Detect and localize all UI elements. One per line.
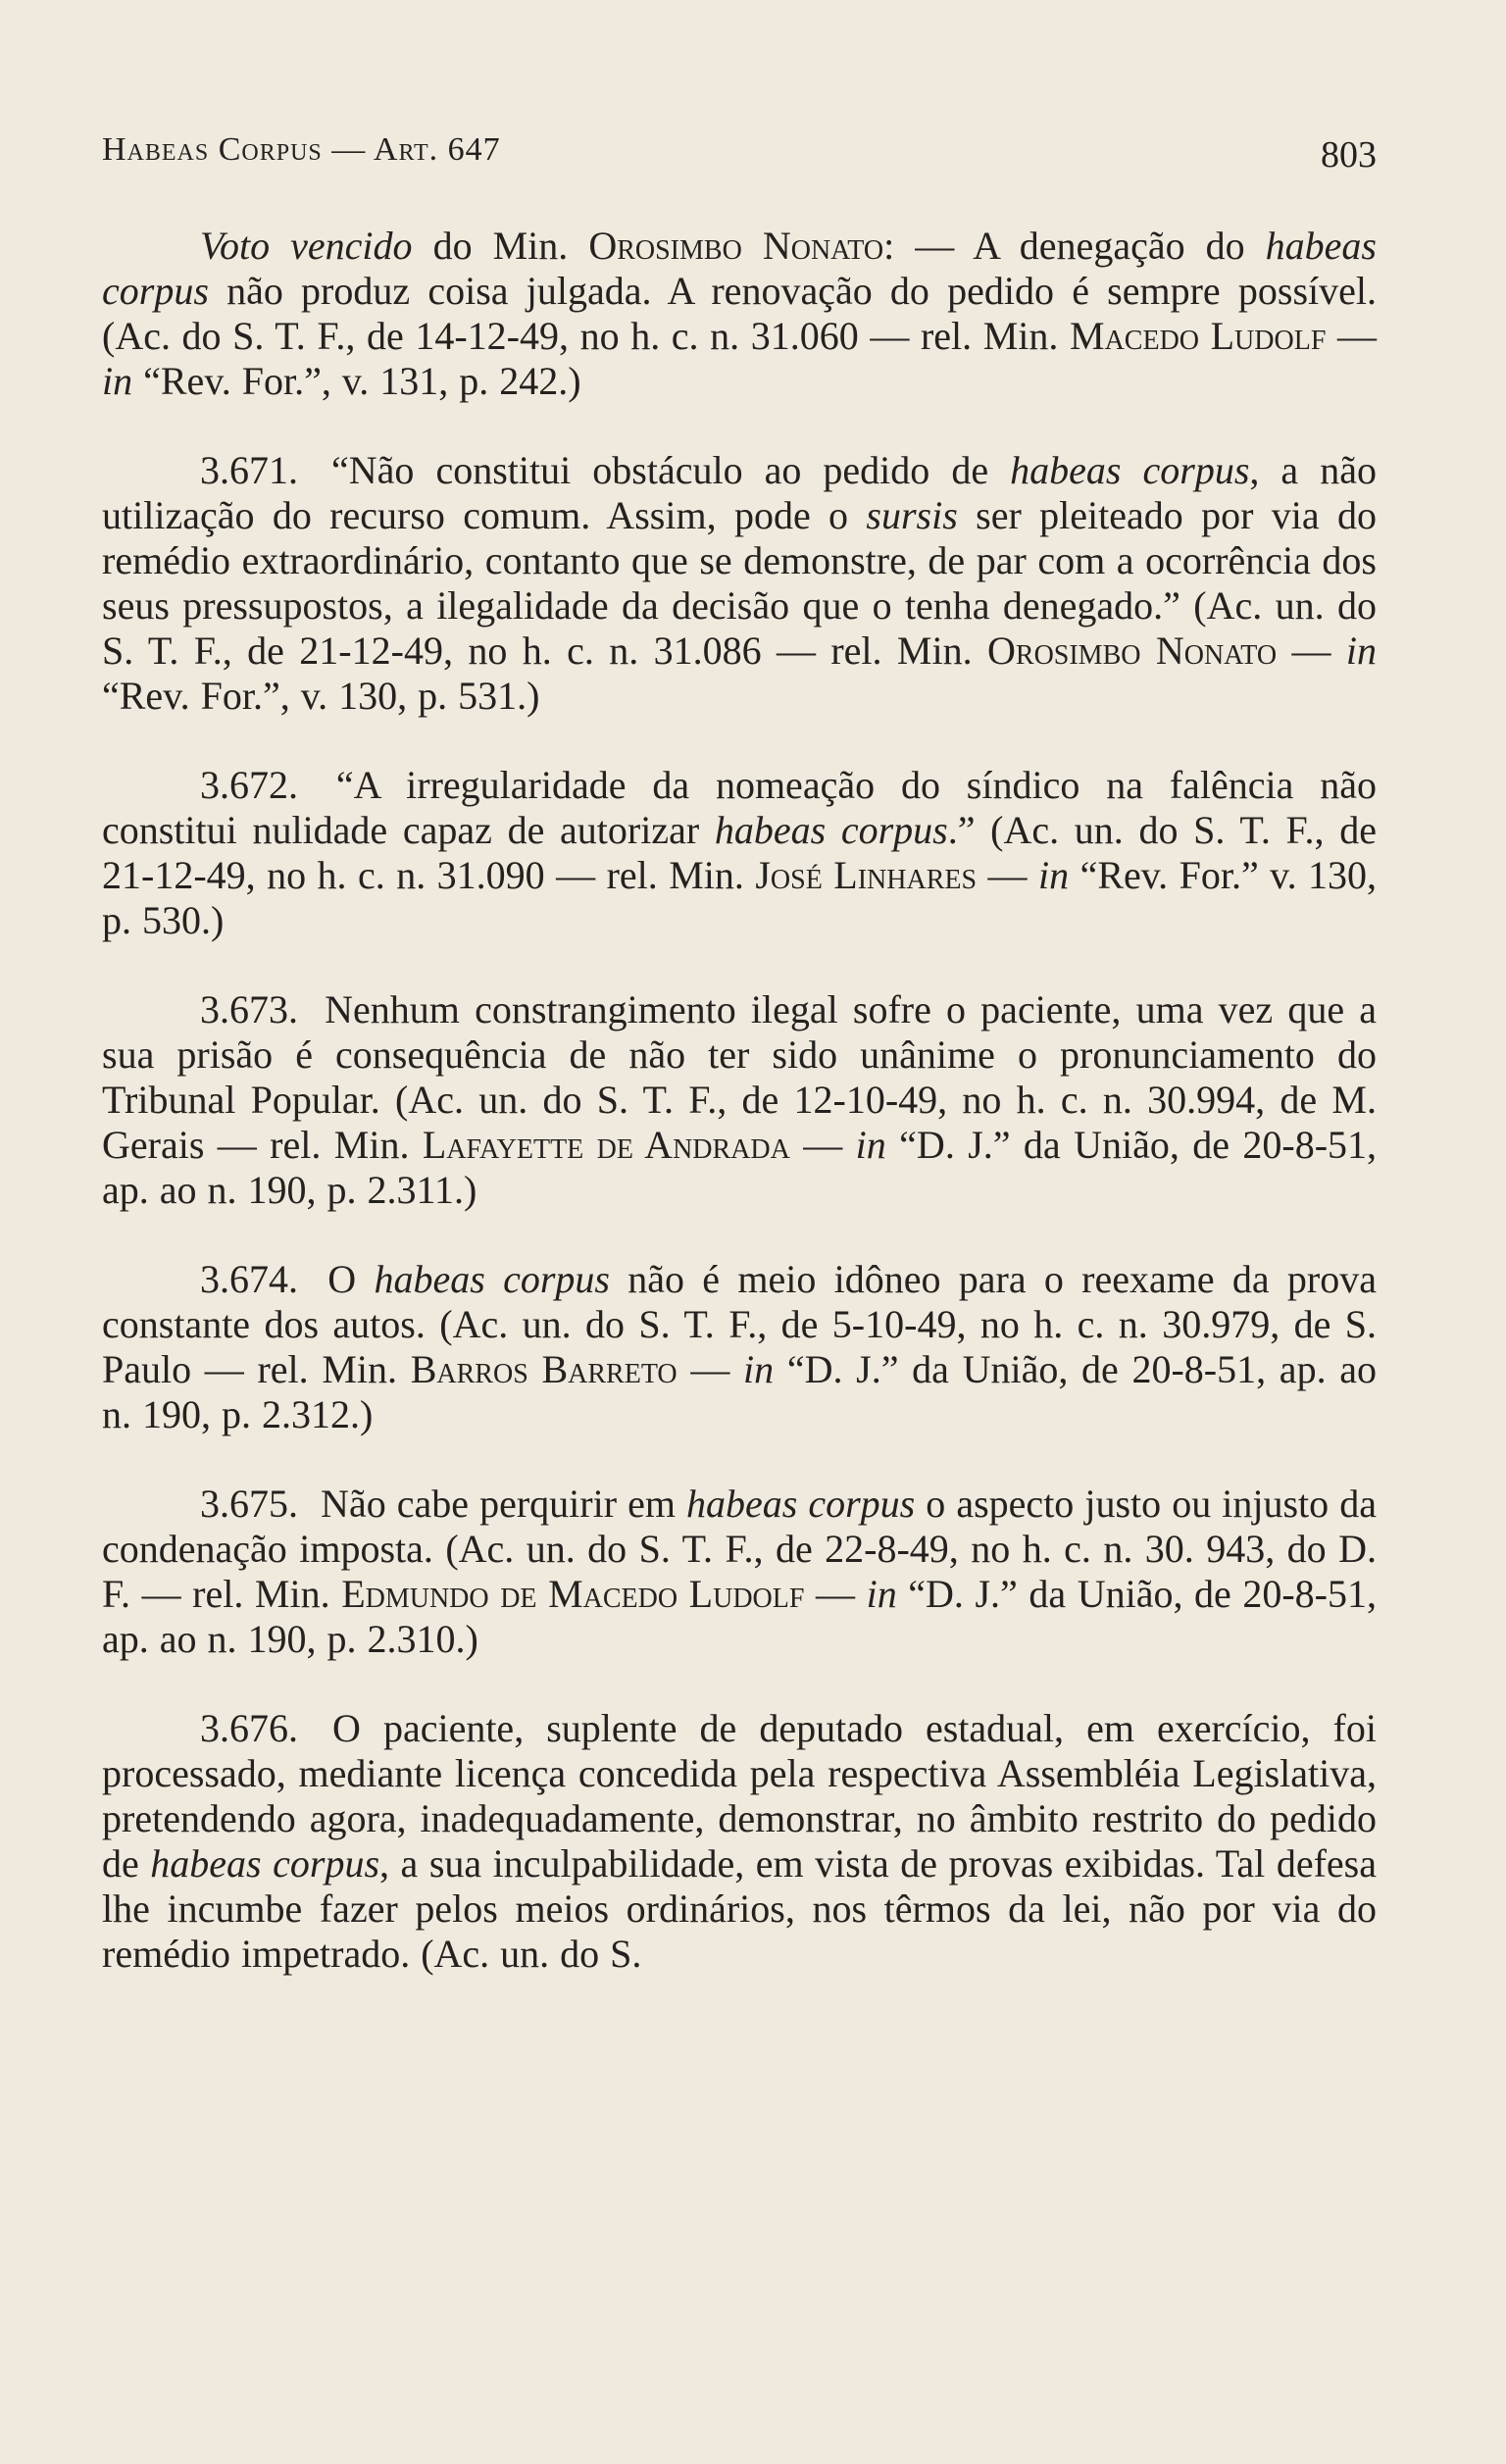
entry-text: “Rev. For.”, v. 130, p. 531.) bbox=[102, 674, 540, 718]
paragraph-text: : — A denegação do bbox=[883, 224, 1266, 268]
entry-3675 bbox=[102, 1482, 1377, 1662]
entry-text: “D. J.” da União, de 20-8-51, ap. ao n. 190, p. 2.312.) bbox=[102, 1347, 1378, 1436]
entry-text: O bbox=[310, 1257, 375, 1301]
citation-in: in bbox=[743, 1347, 775, 1391]
page-number: 803 bbox=[1321, 134, 1377, 176]
page-body bbox=[102, 224, 1377, 2021]
italic-lead: Voto vencido bbox=[200, 224, 413, 268]
latin-term: habeas corpus bbox=[102, 224, 1377, 313]
rapporteur-name: Lafayette de Andrada bbox=[422, 1123, 790, 1167]
paragraph-text: não produz coisa julgada. A renovação do pedido é sempre possível. (Ac. do S. T. F., de 14-12-49, no h. c. n. 31.060 — rel. Min. bbox=[102, 269, 1377, 358]
entry-number: 3.674. bbox=[200, 1257, 298, 1301]
entry-number: 3.676. bbox=[200, 1706, 298, 1750]
entry-text: “D. J.” da União, de 20-8-51, ap. ao n. 190, p. 2.311.) bbox=[102, 1123, 1378, 1212]
book-page bbox=[102, 126, 1377, 2410]
page-header bbox=[102, 126, 1377, 180]
entry-text: — bbox=[977, 853, 1038, 897]
entry-text: ser pleiteado por via do remédio extraordinário, contanto que se demonstre, de par com a ocorrência dos seus pressupostos, a ilegalidade da decisão que o tenha denegado.” (Ac. un. do S. T. F., de 21-12-49, no h. c. n. 31.086 — rel. Min. bbox=[102, 493, 1377, 673]
latin-term: habeas corpus bbox=[714, 808, 948, 852]
entry-text: .” (Ac. un. do S. T. F., de 21-12-49, no h. c. n. 31.090 — rel. Min. bbox=[102, 808, 1377, 897]
citation-in: in bbox=[1345, 629, 1378, 673]
entry-number: 3.675. bbox=[200, 1482, 298, 1526]
entry-text: o aspecto justo ou injusto da condenação imposta. (Ac. un. do S. T. F., de 22-8-49, no h. c. n. 30. 943, do D. F. — rel. Min. bbox=[102, 1482, 1377, 1616]
dissenting-vote-paragraph bbox=[102, 224, 1377, 404]
entry-3672 bbox=[102, 763, 1377, 943]
latin-term: habeas corpus bbox=[1010, 448, 1250, 492]
citation-in: in bbox=[1037, 853, 1070, 897]
citation-in: in bbox=[855, 1123, 886, 1167]
latin-term: habeas corpus bbox=[150, 1841, 380, 1886]
rapporteur-name: Orosimbo Nonato bbox=[987, 629, 1278, 673]
entry-text: O paciente, suplente de deputado estadual, em exercício, foi processado, mediante licença concedida pela respectiva Assembléia Legislativa, pretendendo agora, inadequadamente, demonstrar, no âmbito restrito do pedido de bbox=[102, 1706, 1377, 1886]
entry-number: 3.671. bbox=[200, 448, 298, 492]
entry-number: 3.673. bbox=[200, 987, 298, 1031]
citation-in: in bbox=[102, 359, 133, 403]
latin-term: habeas corpus bbox=[374, 1257, 610, 1301]
entry-text: não é meio idôneo para o reexame da prova constante dos autos. (Ac. un. do S. T. F., de 5-10-49, no h. c. n. 30.979, de S. Paulo — rel. Min. bbox=[102, 1257, 1377, 1391]
entry-3673 bbox=[102, 987, 1377, 1213]
rapporteur-name: José Linhares bbox=[755, 853, 978, 897]
entry-text: , a sua inculpabilidade, em vista de provas exibidas. Tal defesa lhe incumbe fazer pelos meios ordinários, nos têrmos da lei, não por via do remédio impetrado. (Ac. un. do S. bbox=[102, 1841, 1377, 1976]
entry-3671 bbox=[102, 448, 1377, 719]
entry-text: “Não constitui obstáculo ao pedido de bbox=[310, 448, 1011, 492]
minister-name: Orosimbo Nonato bbox=[588, 224, 884, 268]
rapporteur-name: Macedo Ludolf bbox=[1070, 314, 1327, 358]
rapporteur-name: Edmundo de Macedo Ludolf bbox=[341, 1572, 805, 1616]
running-head: Habeas Corpus — Art. 647 bbox=[102, 131, 501, 168]
entry-text: , a não utilização do recurso comum. Assim, pode o bbox=[102, 448, 1377, 537]
paragraph-text: — bbox=[1326, 314, 1378, 358]
citation-in: in bbox=[866, 1572, 897, 1616]
entry-text: Nenhum constrangimento ilegal sofre o paciente, uma vez que a sua prisão é consequência de não ter sido unânime o pronunciamento do Tribunal Popular. (Ac. un. do S. T. F., de 12-10-49, no h. c. n. 30.994, de M. Gerais — rel. Min. bbox=[102, 987, 1377, 1167]
entry-text: “D. J.” da União, de 20-8-51, ap. ao n. 190, p. 2.310.) bbox=[102, 1572, 1377, 1661]
rapporteur-name: Barros Barreto bbox=[410, 1347, 678, 1391]
entry-number: 3.672. bbox=[200, 763, 298, 807]
latin-term: habeas corpus bbox=[685, 1482, 916, 1526]
entry-text: “Rev. For.” v. 130, p. 530.) bbox=[102, 853, 1378, 942]
latin-term: sursis bbox=[866, 493, 958, 537]
paragraph-text: “Rev. For.”, v. 131, p. 242.) bbox=[132, 359, 581, 403]
entry-3676 bbox=[102, 1706, 1377, 1977]
entry-text: — bbox=[789, 1123, 856, 1167]
entry-text: — bbox=[677, 1347, 744, 1391]
entry-text: — bbox=[804, 1572, 867, 1616]
entry-text: “A irregularidade da nomeação do síndico na falência não constitui nulidade capaz de autorizar bbox=[102, 763, 1377, 852]
entry-text: — bbox=[1277, 629, 1346, 673]
paragraph-text: do Min. bbox=[412, 224, 589, 268]
entry-text: Não cabe perquirir em bbox=[310, 1482, 686, 1526]
entry-3674 bbox=[102, 1257, 1377, 1437]
